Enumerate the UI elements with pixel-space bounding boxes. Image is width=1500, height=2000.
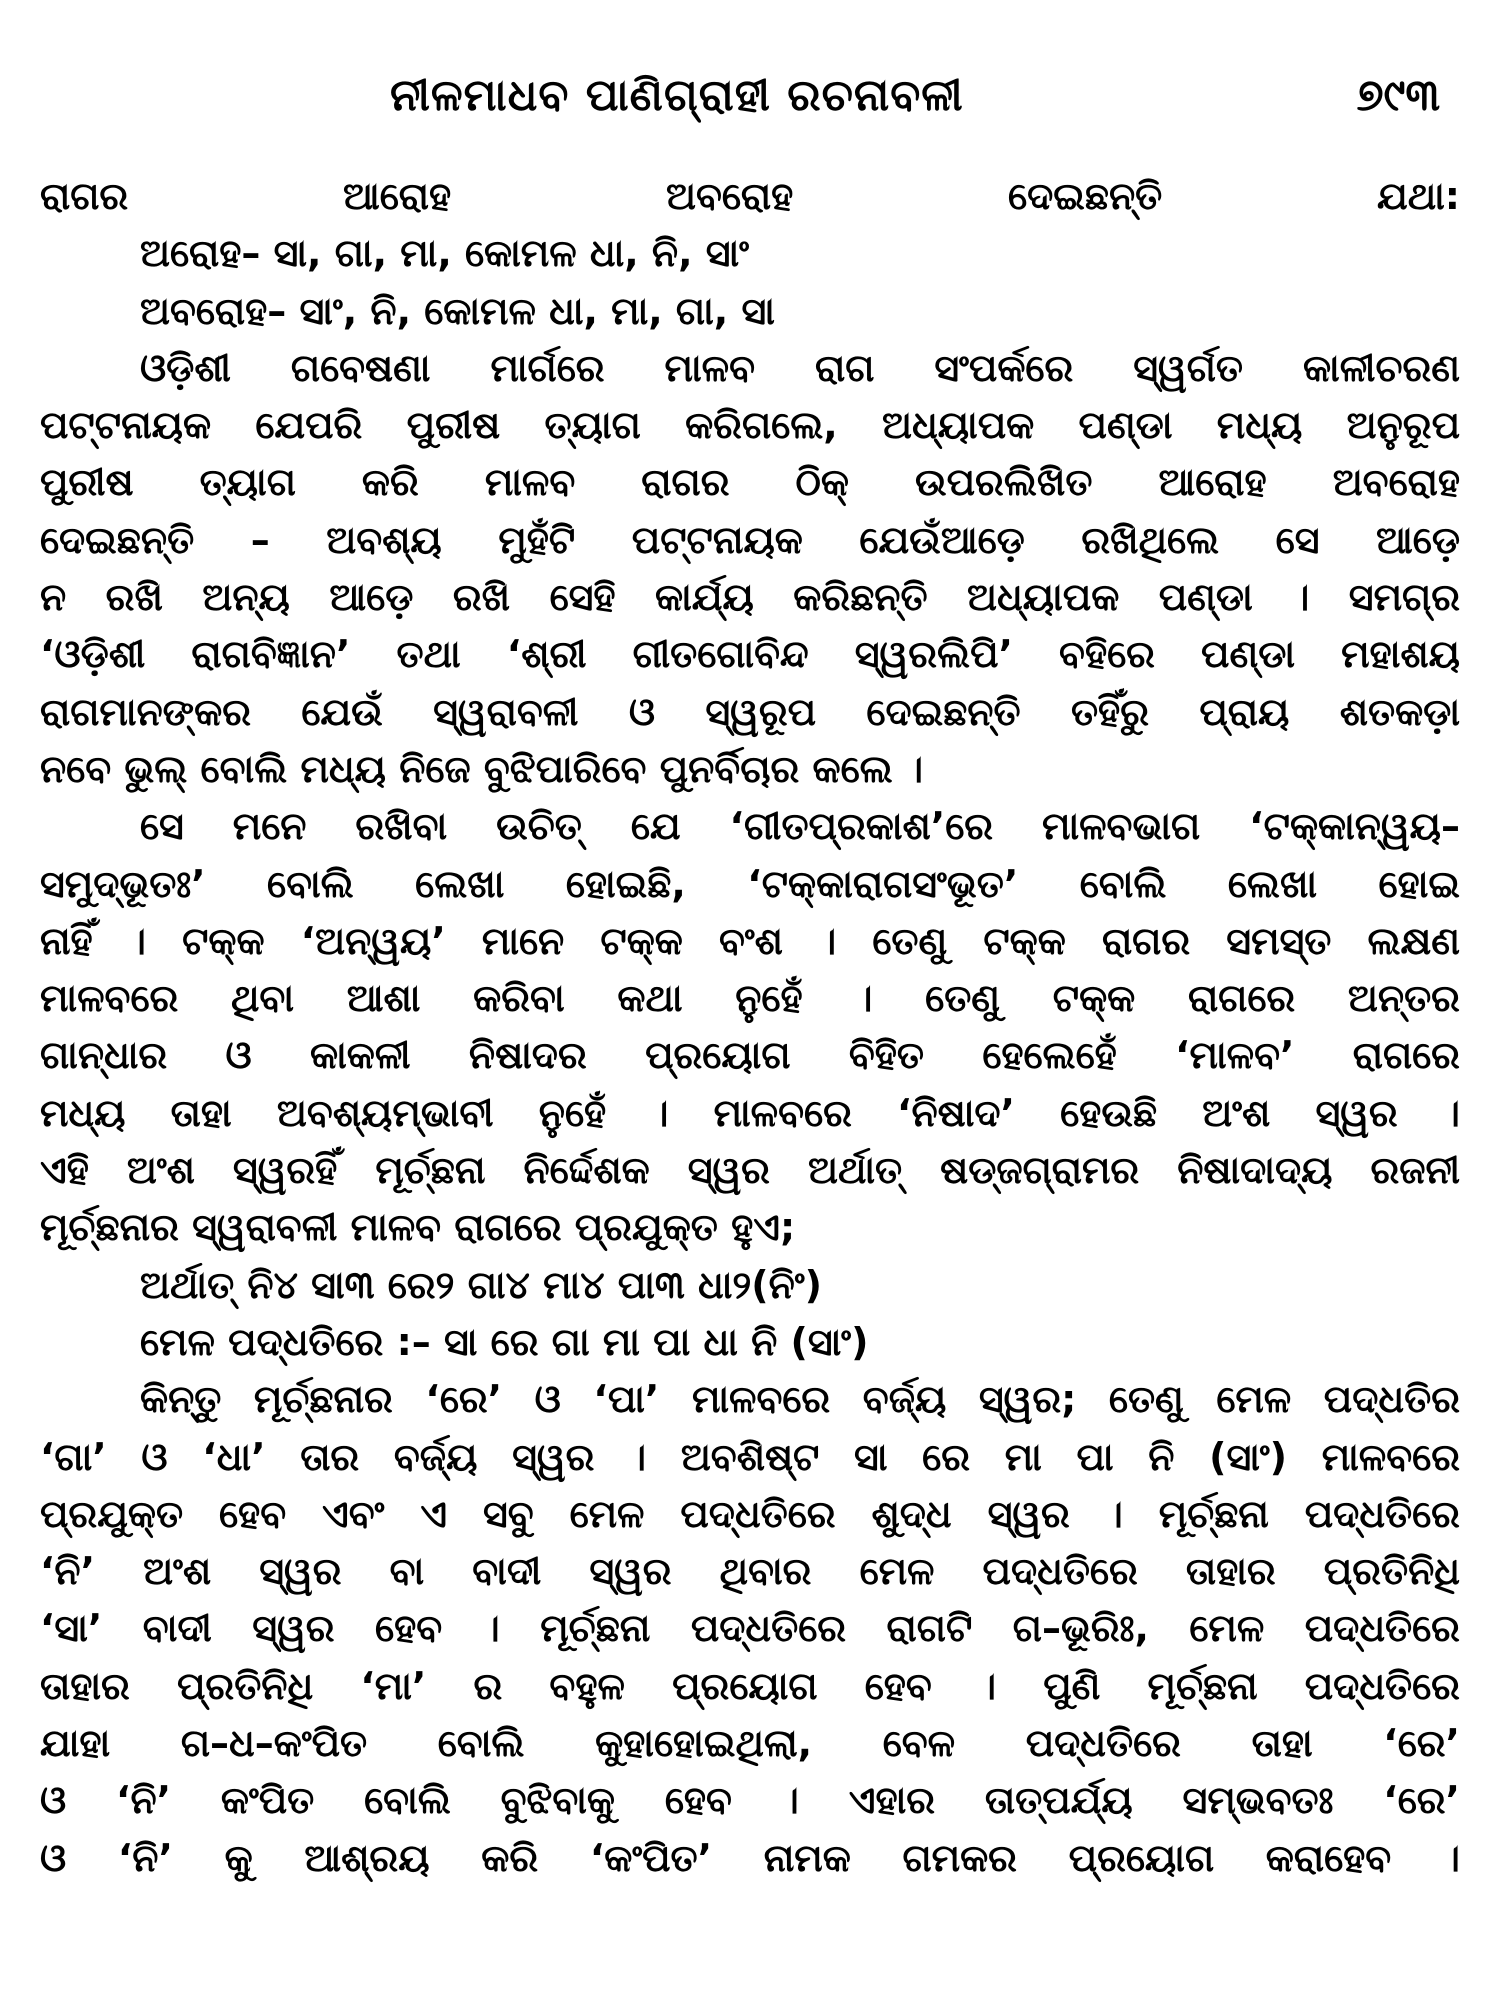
text-line: ‘ନି’ ଅଂଶ ସ୍ୱର ବା ବାଦୀ ସ୍ୱର ଥିବାର ମେଳ ପଦ୍ଧତିରେ ତାହାର ପ୍ରତିନିଧି [40, 1549, 1460, 1594]
text-line: ଅରୋହ– ସା, ଗା, ମା, କୋମଳ ଧା, ନି, ସାଂ [140, 231, 749, 276]
text-line: ପୁରୀଷ ତ୍ୟାଗ କରି ମାଳବ ରାଗର ଠିକ୍ ଉପରଲିଖିତ ଆରୋହ ଅବରୋହ [40, 460, 1460, 505]
text-line: ମେଳ ପଦ୍ଧତିରେ :– ସା ରେ ଗା ମା ପା ଧା ନି (ସାଂ) [140, 1319, 869, 1364]
text-line: ରାଗର ଆରୋହ ଅବରୋହ ଦେଇଛନ୍ତି ଯଥା: [40, 174, 1460, 218]
text-line: ମାଳବରେ ଥିବା ଆଶା କରିବା କଥା ନୁହେଁ । ତେଣୁ ଟକ୍କ ରାଗରେ ଅନ୍ତର [40, 976, 1460, 1021]
text-line: ‘ସା’ ବାଦୀ ସ୍ୱର ହେବ । ମୂର୍ଚ୍ଛନା ପଦ୍ଧତିରେ ରାଗଟି ଗ–ଭୂରିଃ, ମେଳ ପଦ୍ଧତିରେ [40, 1606, 1460, 1651]
text-line: ‘ଗା’ ଓ ‘ଧା’ ତାର ବର୍ଜ୍ୟ ସ୍ୱର । ଅବଶିଷ୍ଟ ସା ରେ ମା ପା ନି (ସାଂ) ମାଳବରେ [40, 1434, 1460, 1479]
text-line: ଦେଇଛନ୍ତି – ଅବଶ୍ୟ ମୁହଁଟି ପଟ୍ଟନାୟକ ଯେଉଁଆଡ଼େ ରଖିଥିଲେ ସେ ଆଡ଼େ [40, 517, 1460, 562]
text-line: ଓଡ଼ିଶୀ ଗବେଷଣା ମାର୍ଗରେ ମାଳବ ରାଗ ସଂପର୍କରେ ସ୍ୱର୍ଗତ କାଳୀଚରଣ [140, 345, 1460, 390]
text-line: କିନ୍ତୁ ମୂର୍ଚ୍ଛନାର ‘ରେ’ ଓ ‘ପା’ ମାଳବରେ ବର୍ଜ୍ୟ ସ୍ୱର; ତେଣୁ ମେଳ ପଦ୍ଧତିର [140, 1377, 1460, 1422]
text-line: ତାହାର ପ୍ରତିନିଧି ‘ମା’ ର ବହୁଳ ପ୍ରୟୋଗ ହେବ । ପୁଣି ମୂର୍ଚ୍ଛନା ପଦ୍ଧତିରେ [40, 1663, 1460, 1708]
text-line: ସମୁଦ୍‌ଭୂତଃ’ ବୋଲି ଲେଖା ହୋଇଛି, ‘ଟକ୍କାରାଗସଂଭୂତ’ ବୋଲି ଲେଖା ହୋଇ [40, 861, 1460, 906]
text-line: ରାଗମାନଙ୍କର ଯେଉଁ ସ୍ୱରାବଳୀ ଓ ସ୍ୱରୂପ ଦେଇଛନ୍ତି ତହିଁରୁ ପ୍ରାୟ ଶତକଡ଼ା [40, 689, 1460, 734]
text-line: ମଧ୍ୟ ତାହା ଅବଶ୍ୟମ୍ଭାବୀ ନୁହେଁ । ମାଳବରେ ‘ନିଷାଦ’ ହେଉଛି ଅଂଶ ସ୍ୱର । [40, 1090, 1460, 1135]
text-line: ପ୍ରଯୁକ୍ତ ହେବ ଏବଂ ଏ ସବୁ ମେଳ ପଦ୍ଧତିରେ ଶୁଦ୍ଧ ସ୍ୱର । ମୂର୍ଚ୍ଛନା ପଦ୍ଧତିରେ [40, 1491, 1460, 1536]
running-title: ନୀଳମାଧବ ପାଣିଗ୍ରାହୀ ରଚନାବଳୀ [390, 70, 964, 121]
text-line: ନାହିଁ । ଟକ୍କ ‘ଅନ୍ୱୟ’ ମାନେ ଟକ୍କ ବଂଶ । ତେଣୁ ଟକ୍କ ରାଗର ସମସ୍ତ ଲକ୍ଷଣ [40, 918, 1460, 963]
text-line: ଯାହା ଗ–ଧ–କଂପିତ ବୋଲି କୁହାହୋଇଥିଲା, ବେଳ ପଦ୍ଧତିରେ ତାହା ‘ରେ’ [40, 1721, 1460, 1766]
text-line: ଏହି ଅଂଶ ସ୍ୱରହିଁ ମୂର୍ଚ୍ଛନା ନିର୍ଦ୍ଦେଶକ ସ୍ୱର ଅର୍ଥାତ୍ ଷଡ୍‌ଜଗ୍ରାମର ନିଷାଦାଦ୍ୟ ରଜନୀ [40, 1148, 1460, 1193]
text-line: ଅବରୋହ– ସାଂ, ନି, କୋମଳ ଧା, ମା, ଗା, ସା [140, 288, 775, 333]
text-line: ସେ ମନେ ରଖିବା ଉଚିତ୍ ଯେ ‘ଗୀତପ୍ରକାଶ’ରେ ମାଳବଭାଗ ‘ଟକ୍କାନ୍ୱୟ– [140, 804, 1460, 849]
text-line: ଗାନ୍ଧାର ଓ କାକଳୀ ନିଷାଦର ପ୍ରୟୋଗ ବିହିତ ହେଲେହେଁ ‘ମାଳବ’ ରାଗରେ [40, 1033, 1460, 1078]
text-line: ଓ ‘ନି’ କଂପିତ ବୋଲି ବୁଝିବାକୁ ହେବ । ଏହାର ତାତ୍ପର୍ଯ୍ୟ ସମ୍ଭବତଃ ‘ରେ’ [40, 1778, 1460, 1823]
text-line: ନବେ ଭୁଲ୍ ବୋଲି ମଧ୍ୟ ନିଜେ ବୁଝିପାରିବେ ପୁନର୍ବିଚାର କଲେ । [40, 746, 924, 791]
body-text [40, 168, 1460, 1887]
text-line: ନ ରଖି ଅନ୍ୟ ଆଡ଼େ ରଖି ସେହି କାର୍ଯ୍ୟ କରିଛନ୍ତି ଅଧ୍ୟାପକ ପଣ୍ଡା । ସମଗ୍ର [40, 575, 1460, 620]
text-line: ପଟ୍ଟନାୟକ ଯେପରି ପୁରୀଷ ତ୍ୟାଗ କରିଗଲେ, ଅଧ୍ୟାପକ ପଣ୍ଡା ମଧ୍ୟ ଅନୁରୂପ [40, 403, 1460, 448]
page-number: ୭୯୩ [1356, 70, 1440, 121]
text-line: ଓ ‘ନି’ କୁ ଆଶ୍ରୟ କରି ‘କଂପିତ’ ନାମକ ଗମକର ପ୍ରୟୋଗ କରାହେବ । [40, 1835, 1460, 1880]
text-line: ‘ଓଡ଼ିଶୀ ରାଗବିଜ୍ଞାନ’ ତଥା ‘ଶ୍ରୀ ଗୀତଗୋବିନ୍ଦ ସ୍ୱରଲିପି’ ବହିରେ ପଣ୍ଡା ମହାଶୟ [40, 632, 1460, 677]
text-line: ମୂର୍ଚ୍ଛନାର ସ୍ୱରାବଳୀ ମାଳବ ରାଗରେ ପ୍ରଯୁକ୍ତ ହୁଏ; [40, 1205, 796, 1250]
text-line: ଅର୍ଥାତ୍ ନି୪ ସା୩ ରେ୨ ଗା୪ ମା୪ ପା୩ ଧା୨(ନିଂ) [140, 1262, 822, 1307]
running-head [0, 70, 1500, 130]
